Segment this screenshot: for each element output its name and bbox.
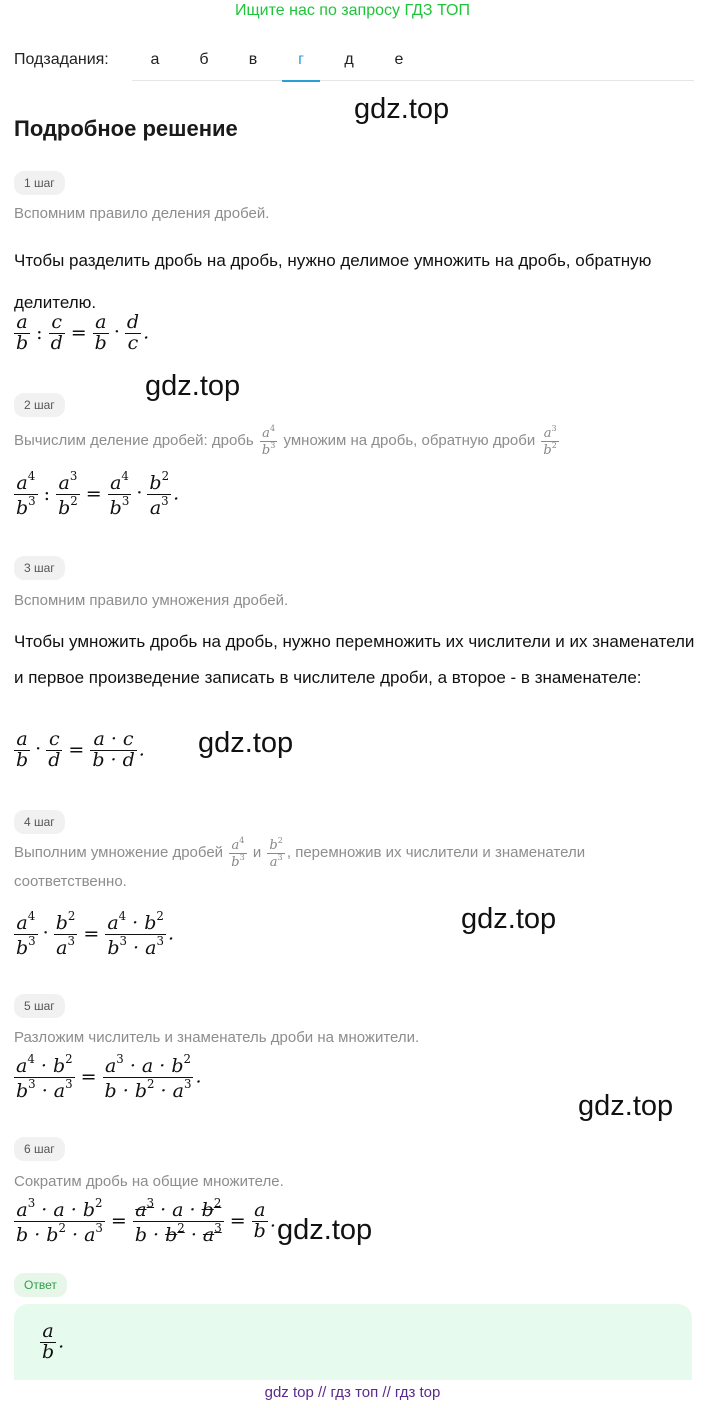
tab-b[interactable]: б xyxy=(199,51,209,68)
watermark: gdz.top xyxy=(354,93,450,125)
step-2-note: Вычислим деление дробей: дробь $\frac{a^4}{b^3}$ умножим на дробь, обратную дроби $\frac{a^3}{b^2}$ xyxy=(14,424,557,458)
step-2-note-part1: Вычислим деление дробей: дробь xyxy=(14,432,254,450)
step-6-badge: 6 шаг xyxy=(14,1137,65,1161)
answer-badge: Ответ xyxy=(14,1273,67,1297)
step-5-badge: 5 шаг xyxy=(14,994,65,1018)
step-4-note: Выполним умножение дробей $\frac{a^4}{b^3}$ и $\frac{b^2}{a^3}$ , перемножив их числители и знаменатели соответственно. xyxy=(14,836,586,891)
step-1-badge: 1 шаг xyxy=(14,171,65,195)
watermark: gdz.top xyxy=(145,370,241,402)
tab-v[interactable]: в xyxy=(248,51,258,68)
step-3-formula: $\frac{a}{b}$ · $\frac{c}{d}$ = $\frac{a \cdot c}{b \cdot d}$ . xyxy=(16,728,145,771)
step-1-text: Чтобы разделить дробь на дробь, нужно делимое умножить на дробь, обратную делителю. xyxy=(14,251,652,312)
watermark: gdz.top xyxy=(578,1090,674,1122)
search-banner: Ищите нас по запросу ГДЗ ТОП xyxy=(235,2,470,19)
watermark: gdz.top xyxy=(198,727,294,759)
tab-e[interactable]: е xyxy=(394,51,404,68)
step-1-formula: $\frac{a}{b}$ : $\frac{c}{d}$ = $\frac{a}{b}$ · $\frac{d}{c}$ . xyxy=(16,311,150,354)
step-3-badge: 3 шаг xyxy=(14,556,65,580)
step-6-formula: $\frac{a^3 \cdot a \cdot b^2}{b \cdot b^2 \cdot a^3}$ = $\frac{a^3 \cdot a \cdot b^2}{b \cdot b^2 \cdot a^3}$ = $\frac{a}{b}$ . xyxy=(16,1196,276,1246)
step-3-note: Вспомним правило умножения дробей. xyxy=(14,592,289,609)
step-2-badge: 2 шаг xyxy=(14,393,65,417)
answer-box xyxy=(14,1304,692,1380)
tab-d[interactable]: д xyxy=(344,51,354,68)
step-5-note: Разложим числитель и знаменатель дроби на множители. xyxy=(14,1029,420,1046)
tab-g[interactable]: г xyxy=(282,51,320,82)
step-4-note-and: и xyxy=(252,844,262,862)
step-4-note-part2: , перемножив их числители и знаменатели соответственно. xyxy=(14,844,586,891)
watermark: gdz.top xyxy=(277,1214,373,1246)
answer-formula: $\frac{a}{b}$ . xyxy=(42,1320,65,1363)
step-2-note-part2: умножим на дробь, обратную дроби xyxy=(283,432,536,450)
step-1-note: Вспомним правило деления дробей. xyxy=(14,205,270,222)
subtasks-label: Подзадания: xyxy=(14,51,109,68)
step-3-text: Чтобы умножить дробь на дробь, нужно перемножить их числители и их знаменатели и первое произведение записать в числителе дроби, а второе - в знаменателе: xyxy=(14,632,695,687)
step-6-note: Сократим дробь на общие множителе. xyxy=(14,1173,284,1190)
watermark: gdz.top xyxy=(461,903,557,935)
step-4-note-part1: Выполним умножение дробей xyxy=(14,844,224,862)
page-title: Подробное решение xyxy=(14,116,238,141)
step-5-formula: $\frac{a^4 \cdot b^2}{b^3 \cdot a^3}$ = $\frac{a^3 \cdot a \cdot b^2}{b \cdot b^2 \cdot a^3}$ . xyxy=(16,1052,202,1102)
step-4-badge: 4 шаг xyxy=(14,810,65,834)
tab-a[interactable]: а xyxy=(150,51,160,68)
footer: gdz top // гдз топ // гдз top xyxy=(264,1384,441,1401)
step-2-formula: $\frac{a^4}{b^3}$ : $\frac{a^3}{b^2}$ = $\frac{a^4}{b^3}$ · $\frac{b^2}{a^3}$ . xyxy=(16,469,180,519)
subtasks-tabs xyxy=(132,48,694,81)
step-4-formula: $\frac{a^4}{b^3}$ · $\frac{b^2}{a^3}$ = $\frac{a^4 \cdot b^2}{b^3 \cdot a^3}$ . xyxy=(16,909,174,959)
